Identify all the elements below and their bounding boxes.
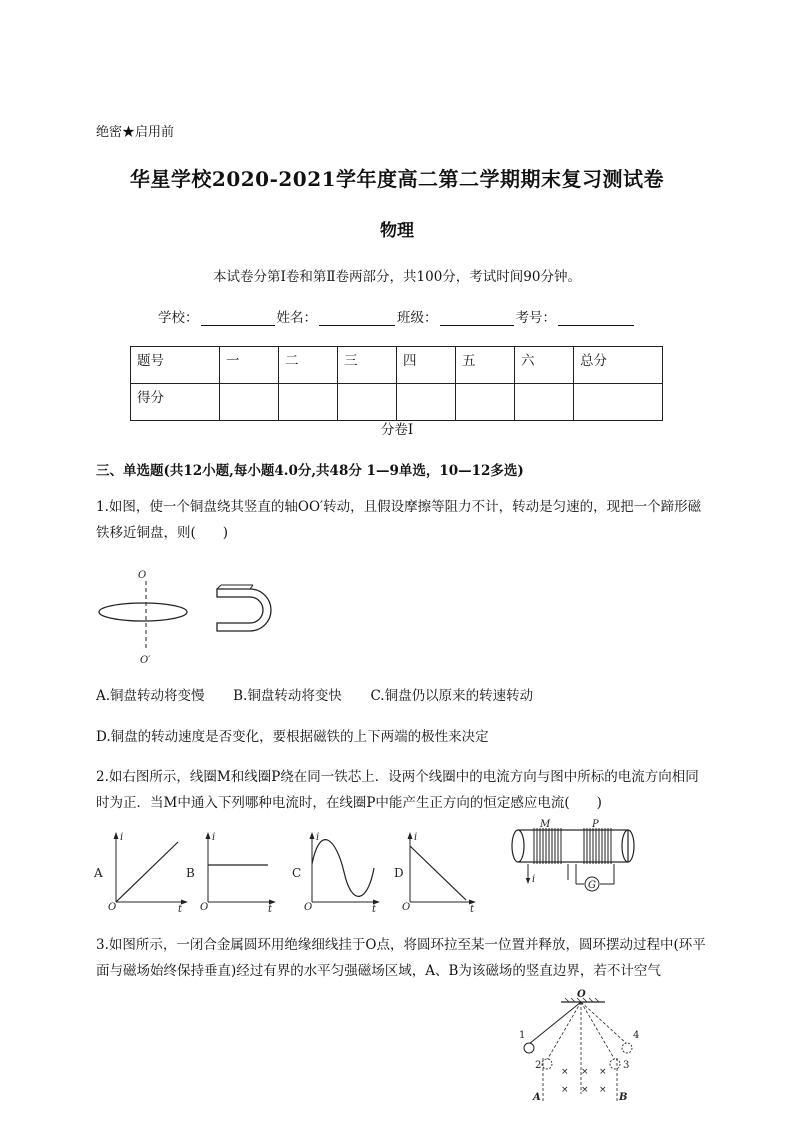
ring-position-2: [542, 1059, 552, 1069]
svg-text:B: B: [619, 1092, 628, 1103]
subject-heading: 物理: [380, 221, 414, 241]
axis-bottom-label: O′: [140, 655, 151, 666]
question-3-stem: 3.如图所示，一闭合金属圆环用绝缘细线挂于O点，将圆环拉至某一位置并释放，圆环摆动过程中(环平面与磁场始终保持垂直)经过有界的水平匀强磁场区域，A、B为该磁场的竖直边界，若不计空气: [96, 937, 706, 979]
graph-d-letter: D: [394, 866, 404, 880]
question-1-stem: 1.如图，使一个铜盘绕其竖直的轴OO′转动，且假设摩擦等阻力不计，转动是匀速的，现把一个蹄形磁铁移近铜盘，则( ): [96, 499, 702, 541]
table-cell: 一: [220, 347, 279, 384]
score-cell[interactable]: [456, 384, 515, 421]
graph-c-letter: C: [292, 866, 302, 880]
svg-text:×: ×: [561, 1085, 569, 1095]
class-blank[interactable]: [440, 311, 514, 326]
svg-text:t: t: [470, 904, 475, 915]
coil-core-figure: [508, 819, 640, 892]
pendulum-ring-figure: [515, 990, 645, 1102]
svg-text:i: i: [212, 832, 216, 843]
exam-number-blank[interactable]: [558, 311, 634, 326]
svg-text:i: i: [414, 832, 418, 843]
coil-p-label: P: [592, 819, 599, 830]
svg-text:×: ×: [581, 1085, 589, 1095]
svg-text:O: O: [200, 902, 209, 913]
confidential-label: 绝密★启用前: [96, 125, 175, 140]
svg-text:i: i: [316, 832, 320, 843]
ring-position-4: [622, 1043, 632, 1053]
table-cell: 题号: [131, 347, 220, 384]
coil-p: [584, 828, 611, 864]
svg-text:O: O: [402, 902, 411, 913]
svg-text:3: 3: [623, 1060, 630, 1071]
class-label: 班级：: [397, 310, 438, 326]
school-blank[interactable]: [201, 311, 275, 326]
exam-number-label: 考号：: [515, 310, 556, 326]
student-info-line: [158, 306, 636, 326]
score-table-header-row: [131, 347, 663, 384]
svg-text:A: A: [533, 1092, 541, 1103]
table-cell: 二: [279, 347, 338, 384]
score-table: [130, 346, 663, 421]
svg-text:O: O: [108, 902, 117, 913]
name-label: 姓名：: [276, 310, 317, 326]
option-b[interactable]: B.铜盘转动将变快: [233, 688, 342, 704]
score-cell[interactable]: [397, 384, 456, 421]
graph-a-letter: A: [94, 866, 103, 880]
magnetic-field-marks: [561, 1067, 607, 1095]
svg-text:O: O: [304, 902, 313, 913]
svg-text:t: t: [268, 904, 273, 915]
graph-a: [93, 832, 188, 915]
coil-m: [534, 828, 561, 864]
copper-disk-figure: [90, 565, 280, 665]
option-c[interactable]: C.铜盘仍以原来的转速转动: [370, 688, 534, 704]
score-cell[interactable]: [574, 384, 663, 421]
score-cell[interactable]: [220, 384, 279, 421]
svg-text:t: t: [178, 904, 183, 915]
exam-intro: 本试卷分第Ⅰ卷和第Ⅱ卷两部分，共100分，考试时间90分钟。: [213, 269, 581, 285]
horseshoe-magnet: [217, 589, 271, 631]
svg-text:t: t: [372, 904, 377, 915]
ring-position-1: [524, 1043, 534, 1053]
table-cell: 五: [456, 347, 515, 384]
exam-title: 华星学校2020-2021学年度高二第二学期期末复习测试卷: [129, 167, 665, 191]
coil-m-label: M: [540, 819, 551, 830]
question-1-options-row: [96, 684, 533, 704]
question-2-stem: 2.如右图所示，线圈M和线圈P绕在同一铁芯上．设两个线圈中的电流方向与图中所标的电流方向相同时为正．当M中通入下列哪种电流时，在线圈P中能产生正方向的恒定感应电流( ): [96, 769, 699, 811]
svg-text:×: ×: [599, 1085, 607, 1095]
score-table-score-row: [131, 384, 663, 421]
svg-text:G: G: [588, 880, 596, 891]
school-label: 学校：: [158, 310, 199, 326]
graph-d: [394, 832, 476, 915]
table-cell: 六: [515, 347, 574, 384]
graph-b: [186, 832, 276, 915]
option-d[interactable]: D.铜盘的转动速度是否变化，要根据磁铁的上下两端的极性来决定: [96, 729, 489, 745]
option-a[interactable]: A.铜盘转动将变慢: [96, 688, 205, 704]
table-cell: 得分: [131, 384, 220, 421]
part-label: 分卷I: [380, 422, 414, 438]
section-heading: 三、单选题(共12小题,每小题4.0分,共48分 1—9单选，10—12多选): [96, 463, 524, 479]
score-cell[interactable]: [515, 384, 574, 421]
current-graphs-figure: [92, 828, 492, 915]
table-cell: 总分: [574, 347, 663, 384]
name-blank[interactable]: [319, 311, 395, 326]
string-1: [529, 1002, 581, 1044]
graph-c: [292, 832, 380, 915]
svg-text:2: 2: [535, 1060, 542, 1071]
axis-top-label: O: [138, 570, 147, 581]
svg-text:i: i: [120, 832, 124, 843]
svg-text:1: 1: [519, 1030, 526, 1041]
graph-b-letter: B: [186, 866, 195, 880]
ring-position-3: [610, 1059, 620, 1069]
svg-text:×: ×: [581, 1067, 589, 1077]
svg-text:4: 4: [633, 1030, 640, 1041]
svg-text:×: ×: [561, 1067, 569, 1077]
pivot-label: O: [577, 989, 586, 1000]
score-cell[interactable]: [338, 384, 397, 421]
copper-disk: [99, 603, 187, 621]
svg-text:i: i: [532, 874, 536, 885]
table-cell: 三: [338, 347, 397, 384]
score-cell[interactable]: [279, 384, 338, 421]
svg-text:×: ×: [599, 1067, 607, 1077]
table-cell: 四: [397, 347, 456, 384]
